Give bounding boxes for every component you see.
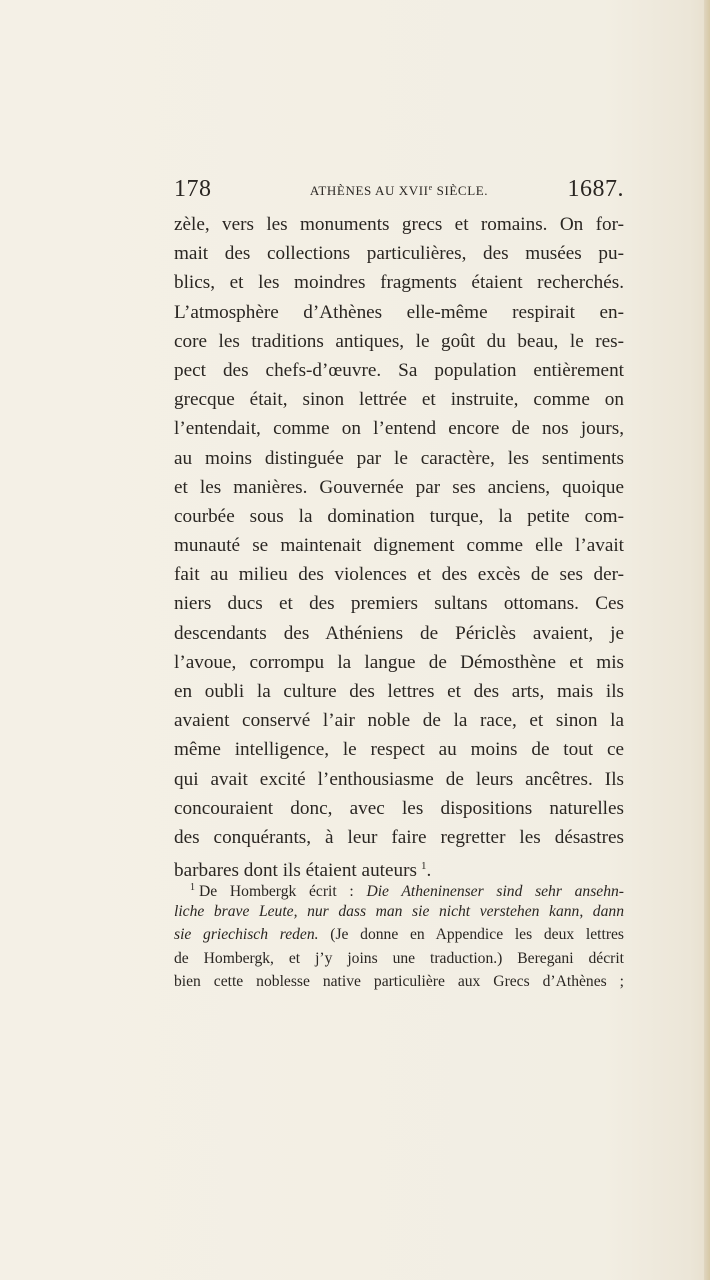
body-line: grecque était, sinon lettrée et instruite, comme on xyxy=(174,389,624,411)
body-line: descendants des Athéniens de Périclès avaient, je xyxy=(174,622,624,644)
body-line: fait au milieu des violences et des excès de ses der- xyxy=(174,564,624,586)
body-line: L’atmosphère d’Athènes elle-même respirait en- xyxy=(174,301,624,323)
header-year: 1687. xyxy=(567,176,624,202)
body-text xyxy=(174,210,624,881)
footnote-line: sie griechisch reden. (Je donne en Appendice les deux lettres xyxy=(174,926,625,944)
body-line: au moins distinguée par le caractère, les sentiments xyxy=(174,447,624,469)
body-line: des conquérants, à leur faire regretter les désastres xyxy=(174,826,624,848)
body-line: l’entendait, comme on l’entend encore de nos jours, xyxy=(174,418,624,440)
body-line: avaient conservé l’air noble de la race, et sinon la xyxy=(174,710,624,732)
footnote-line: $^1$ De Hombergk écrit : Die Atheninenser sind sehr ansehn- xyxy=(190,882,624,900)
body-line: et les manières. Gouvernée par ses anciens, quoique xyxy=(174,476,624,498)
body-line: même intelligence, le respect au moins de tout ce xyxy=(174,739,624,761)
running-header xyxy=(174,176,624,206)
footnote-line: bien cette noblesse native particulière aux Grecs d’Athènes ; xyxy=(174,973,624,991)
footnote-reference: 1 xyxy=(420,860,427,873)
body-line: courbée sous la domination turque, la petite com- xyxy=(174,505,624,527)
running-title: ATHÈNES AU XVIIe SIÈCLE. xyxy=(309,183,489,198)
body-line: pect des chefs-d’œuvre. Sa population entièrement xyxy=(174,359,624,381)
footnote-line: de Hombergk, et j’y joins une traduction.) Beregani décrit xyxy=(174,949,624,967)
page-number: 178 xyxy=(174,176,212,202)
body-line: munauté se maintenait dignement comme elle l’avait xyxy=(174,535,624,557)
body-line: mait des collections particulières, des musées pu- xyxy=(174,243,624,265)
footnote-line: liche brave Leute, nur dass man sie nicht verstehen kann, dann xyxy=(174,902,624,920)
body-line: qui avait excité l’enthousiasme de leurs ancêtres. Ils xyxy=(174,768,624,790)
body-line: zèle, vers les monuments grecs et romains. On for- xyxy=(174,214,624,235)
body-line: l’avoue, corrompu la langue de Démosthène et mis xyxy=(174,651,624,673)
body-line-last: barbares dont ils étaient auteurs $^1$. xyxy=(174,860,432,882)
body-line: core les traditions antiques, le goût du beau, le res- xyxy=(174,330,624,352)
footnote-marker: 1 xyxy=(190,882,195,893)
body-line: concouraient donc, avec les dispositions naturelles xyxy=(174,797,624,819)
body-line: blics, et les moindres fragments étaient recherchés. xyxy=(174,272,624,294)
page-edge xyxy=(704,0,710,1280)
body-line: en oubli la culture des lettres et des arts, mais ils xyxy=(174,681,624,702)
footnote xyxy=(174,876,624,994)
body-line: niers ducs et des premiers sultans ottomans. Ces xyxy=(174,593,624,615)
